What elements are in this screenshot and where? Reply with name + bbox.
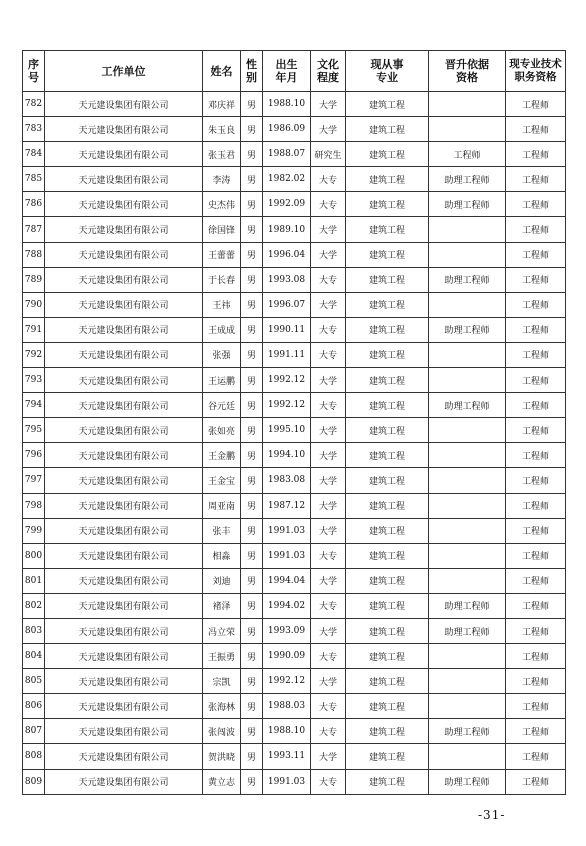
cell-seq: 808 (23, 744, 45, 769)
cell-birth: 1988.03 (263, 694, 311, 719)
table-row (23, 568, 566, 593)
cell-specialty: 建筑工程 (346, 393, 429, 418)
cell-gender: 男 (241, 543, 263, 568)
page-number: -31- (478, 808, 506, 822)
cell-basis (429, 543, 506, 568)
cell-gender: 男 (241, 192, 263, 217)
cell-seq: 782 (23, 92, 45, 117)
table-row (23, 518, 566, 543)
cell-seq: 789 (23, 267, 45, 292)
cell-specialty: 建筑工程 (346, 694, 429, 719)
cell-specialty: 建筑工程 (346, 468, 429, 493)
header-row (23, 51, 566, 92)
cell-unit: 天元建设集团有限公司 (45, 744, 203, 769)
cell-basis: 助理工程师 (429, 618, 506, 643)
table-row (23, 393, 566, 418)
cell-current: 工程师 (506, 618, 566, 643)
cell-seq: 800 (23, 543, 45, 568)
cell-unit: 天元建设集团有限公司 (45, 267, 203, 292)
cell-birth: 1992.12 (263, 393, 311, 418)
cell-birth: 1982.02 (263, 167, 311, 192)
cell-seq: 795 (23, 418, 45, 443)
cell-seq: 785 (23, 167, 45, 192)
cell-education: 大学 (311, 443, 346, 468)
cell-name: 宗凯 (203, 669, 241, 694)
cell-unit: 天元建设集团有限公司 (45, 769, 203, 794)
cell-unit: 天元建设集团有限公司 (45, 644, 203, 669)
cell-current: 工程师 (506, 418, 566, 443)
cell-education: 大学 (311, 418, 346, 443)
cell-unit: 天元建设集团有限公司 (45, 217, 203, 242)
cell-education: 大学 (311, 217, 346, 242)
table-row (23, 117, 566, 142)
cell-unit: 天元建设集团有限公司 (45, 242, 203, 267)
cell-basis (429, 92, 506, 117)
cell-gender: 男 (241, 418, 263, 443)
cell-seq: 792 (23, 342, 45, 367)
cell-birth: 1992.12 (263, 368, 311, 393)
cell-unit: 天元建设集团有限公司 (45, 117, 203, 142)
cell-seq: 787 (23, 217, 45, 242)
table-row (23, 694, 566, 719)
cell-gender: 男 (241, 518, 263, 543)
cell-basis (429, 493, 506, 518)
header-education: 文化程度 (311, 51, 346, 92)
cell-basis (429, 744, 506, 769)
table-row (23, 342, 566, 367)
cell-seq: 797 (23, 468, 45, 493)
cell-seq: 801 (23, 568, 45, 593)
cell-current: 工程师 (506, 242, 566, 267)
cell-birth: 1988.07 (263, 142, 311, 167)
cell-education: 大学 (311, 368, 346, 393)
cell-seq: 786 (23, 192, 45, 217)
cell-education: 大专 (311, 393, 346, 418)
table-row (23, 669, 566, 694)
cell-birth: 1994.02 (263, 593, 311, 618)
table-row (23, 267, 566, 292)
cell-education: 大专 (311, 593, 346, 618)
cell-birth: 1993.08 (263, 267, 311, 292)
table-row (23, 719, 566, 744)
cell-unit: 天元建设集团有限公司 (45, 543, 203, 568)
cell-education: 大专 (311, 543, 346, 568)
cell-specialty: 建筑工程 (346, 418, 429, 443)
cell-birth: 1993.09 (263, 618, 311, 643)
cell-specialty: 建筑工程 (346, 117, 429, 142)
cell-current: 工程师 (506, 342, 566, 367)
cell-gender: 男 (241, 443, 263, 468)
cell-gender: 男 (241, 92, 263, 117)
cell-gender: 男 (241, 242, 263, 267)
cell-current: 工程师 (506, 644, 566, 669)
cell-specialty: 建筑工程 (346, 618, 429, 643)
cell-specialty: 建筑工程 (346, 769, 429, 794)
cell-unit: 天元建设集团有限公司 (45, 694, 203, 719)
cell-name: 张闯波 (203, 719, 241, 744)
cell-current: 工程师 (506, 368, 566, 393)
cell-education: 大学 (311, 518, 346, 543)
cell-unit: 天元建设集团有限公司 (45, 292, 203, 317)
table-row (23, 593, 566, 618)
cell-specialty: 建筑工程 (346, 644, 429, 669)
cell-name: 朱玉良 (203, 117, 241, 142)
cell-basis: 助理工程师 (429, 593, 506, 618)
cell-unit: 天元建设集团有限公司 (45, 593, 203, 618)
cell-seq: 804 (23, 644, 45, 669)
cell-birth: 1988.10 (263, 719, 311, 744)
cell-unit: 天元建设集团有限公司 (45, 518, 203, 543)
cell-seq: 809 (23, 769, 45, 794)
cell-unit: 天元建设集团有限公司 (45, 393, 203, 418)
cell-current: 工程师 (506, 694, 566, 719)
cell-education: 大学 (311, 493, 346, 518)
cell-current: 工程师 (506, 267, 566, 292)
cell-unit: 天元建设集团有限公司 (45, 618, 203, 643)
cell-basis (429, 292, 506, 317)
cell-birth: 1996.04 (263, 242, 311, 267)
cell-education: 大专 (311, 192, 346, 217)
table-row (23, 192, 566, 217)
cell-basis: 助理工程师 (429, 719, 506, 744)
cell-current: 工程师 (506, 518, 566, 543)
table-row (23, 769, 566, 794)
cell-unit: 天元建设集团有限公司 (45, 92, 203, 117)
cell-education: 大专 (311, 267, 346, 292)
header-seq: 序号 (23, 51, 45, 92)
cell-birth: 1988.10 (263, 92, 311, 117)
table-row (23, 317, 566, 342)
cell-specialty: 建筑工程 (346, 217, 429, 242)
table-row (23, 493, 566, 518)
table-header (23, 51, 566, 92)
cell-education: 大学 (311, 669, 346, 694)
cell-basis (429, 518, 506, 543)
cell-gender: 男 (241, 769, 263, 794)
cell-name: 王成成 (203, 317, 241, 342)
cell-specialty: 建筑工程 (346, 368, 429, 393)
cell-education: 大学 (311, 618, 346, 643)
cell-seq: 793 (23, 368, 45, 393)
cell-unit: 天元建设集团有限公司 (45, 368, 203, 393)
cell-current: 工程师 (506, 543, 566, 568)
cell-unit: 天元建设集团有限公司 (45, 418, 203, 443)
cell-seq: 805 (23, 669, 45, 694)
cell-seq: 803 (23, 618, 45, 643)
cell-gender: 男 (241, 342, 263, 367)
table-row (23, 744, 566, 769)
cell-basis: 助理工程师 (429, 267, 506, 292)
cell-birth: 1983.08 (263, 468, 311, 493)
cell-seq: 784 (23, 142, 45, 167)
cell-current: 工程师 (506, 568, 566, 593)
cell-basis (429, 644, 506, 669)
cell-basis: 助理工程师 (429, 192, 506, 217)
table-row (23, 292, 566, 317)
table-row (23, 92, 566, 117)
table-row (23, 142, 566, 167)
cell-specialty: 建筑工程 (346, 292, 429, 317)
cell-unit: 天元建设集团有限公司 (45, 167, 203, 192)
cell-name: 相淼 (203, 543, 241, 568)
cell-gender: 男 (241, 644, 263, 669)
cell-current: 工程师 (506, 192, 566, 217)
cell-education: 大专 (311, 342, 346, 367)
header-basis: 晋升依据资格 (429, 51, 506, 92)
cell-birth: 1991.11 (263, 342, 311, 367)
cell-gender: 男 (241, 568, 263, 593)
cell-basis (429, 117, 506, 142)
cell-birth: 1991.03 (263, 543, 311, 568)
cell-gender: 男 (241, 142, 263, 167)
cell-unit: 天元建设集团有限公司 (45, 468, 203, 493)
cell-birth: 1996.07 (263, 292, 311, 317)
cell-basis (429, 217, 506, 242)
cell-basis: 助理工程师 (429, 167, 506, 192)
cell-specialty: 建筑工程 (346, 543, 429, 568)
cell-specialty: 建筑工程 (346, 242, 429, 267)
cell-specialty: 建筑工程 (346, 568, 429, 593)
cell-birth: 1994.10 (263, 443, 311, 468)
cell-specialty: 建筑工程 (346, 719, 429, 744)
cell-birth: 1986.09 (263, 117, 311, 142)
cell-basis: 助理工程师 (429, 769, 506, 794)
cell-current: 工程师 (506, 468, 566, 493)
cell-birth: 1990.11 (263, 317, 311, 342)
header-unit: 工作单位 (45, 51, 203, 92)
cell-name: 史杰伟 (203, 192, 241, 217)
cell-seq: 796 (23, 443, 45, 468)
table-body (23, 92, 566, 795)
cell-education: 大专 (311, 317, 346, 342)
cell-name: 张丰 (203, 518, 241, 543)
cell-gender: 男 (241, 317, 263, 342)
cell-current: 工程师 (506, 669, 566, 694)
cell-birth: 1994.04 (263, 568, 311, 593)
cell-seq: 799 (23, 518, 45, 543)
header-birth: 出生年月 (263, 51, 311, 92)
cell-gender: 男 (241, 694, 263, 719)
cell-current: 工程师 (506, 92, 566, 117)
cell-seq: 790 (23, 292, 45, 317)
cell-basis: 助理工程师 (429, 393, 506, 418)
cell-birth: 1987.12 (263, 493, 311, 518)
cell-name: 张海林 (203, 694, 241, 719)
cell-unit: 天元建设集团有限公司 (45, 142, 203, 167)
cell-specialty: 建筑工程 (346, 342, 429, 367)
cell-specialty: 建筑工程 (346, 317, 429, 342)
cell-gender: 男 (241, 217, 263, 242)
cell-education: 大专 (311, 167, 346, 192)
cell-seq: 807 (23, 719, 45, 744)
table-row (23, 368, 566, 393)
cell-basis: 工程师 (429, 142, 506, 167)
cell-education: 大学 (311, 92, 346, 117)
cell-education: 大专 (311, 644, 346, 669)
table-row (23, 468, 566, 493)
cell-name: 邓庆祥 (203, 92, 241, 117)
cell-gender: 男 (241, 744, 263, 769)
cell-gender: 男 (241, 368, 263, 393)
table-row (23, 217, 566, 242)
cell-unit: 天元建设集团有限公司 (45, 342, 203, 367)
table-row (23, 167, 566, 192)
cell-gender: 男 (241, 117, 263, 142)
cell-name: 王金宝 (203, 468, 241, 493)
cell-education: 大学 (311, 744, 346, 769)
cell-current: 工程师 (506, 744, 566, 769)
cell-gender: 男 (241, 593, 263, 618)
header-current: 现专业技术职务资格 (506, 51, 566, 92)
cell-current: 工程师 (506, 292, 566, 317)
cell-specialty: 建筑工程 (346, 593, 429, 618)
header-gender: 性别 (241, 51, 263, 92)
cell-name: 徐国锋 (203, 217, 241, 242)
cell-specialty: 建筑工程 (346, 167, 429, 192)
cell-specialty: 建筑工程 (346, 744, 429, 769)
cell-name: 李涛 (203, 167, 241, 192)
cell-gender: 男 (241, 618, 263, 643)
cell-name: 王金鹏 (203, 443, 241, 468)
cell-current: 工程师 (506, 493, 566, 518)
cell-name: 王蕾蕾 (203, 242, 241, 267)
cell-name: 王运鹏 (203, 368, 241, 393)
cell-current: 工程师 (506, 593, 566, 618)
cell-education: 大学 (311, 117, 346, 142)
cell-birth: 1991.03 (263, 769, 311, 794)
cell-education: 大专 (311, 694, 346, 719)
cell-basis (429, 342, 506, 367)
cell-seq: 794 (23, 393, 45, 418)
header-name: 姓名 (203, 51, 241, 92)
cell-education: 大专 (311, 719, 346, 744)
cell-unit: 天元建设集团有限公司 (45, 568, 203, 593)
cell-birth: 1993.11 (263, 744, 311, 769)
cell-gender: 男 (241, 493, 263, 518)
cell-current: 工程师 (506, 117, 566, 142)
cell-unit: 天元建设集团有限公司 (45, 669, 203, 694)
cell-gender: 男 (241, 719, 263, 744)
cell-seq: 798 (23, 493, 45, 518)
table-row (23, 644, 566, 669)
cell-specialty: 建筑工程 (346, 92, 429, 117)
cell-seq: 783 (23, 117, 45, 142)
header-specialty: 现从事专业 (346, 51, 429, 92)
cell-seq: 806 (23, 694, 45, 719)
table-row (23, 618, 566, 643)
cell-current: 工程师 (506, 217, 566, 242)
cell-birth: 1990.09 (263, 644, 311, 669)
cell-current: 工程师 (506, 719, 566, 744)
cell-specialty: 建筑工程 (346, 518, 429, 543)
cell-specialty: 建筑工程 (346, 192, 429, 217)
cell-specialty: 建筑工程 (346, 267, 429, 292)
cell-gender: 男 (241, 468, 263, 493)
cell-education: 大学 (311, 468, 346, 493)
cell-basis (429, 443, 506, 468)
cell-basis (429, 468, 506, 493)
table-row (23, 543, 566, 568)
cell-current: 工程师 (506, 443, 566, 468)
cell-current: 工程师 (506, 317, 566, 342)
cell-basis (429, 242, 506, 267)
table-row (23, 443, 566, 468)
cell-specialty: 建筑工程 (346, 443, 429, 468)
cell-current: 工程师 (506, 769, 566, 794)
cell-name: 于长春 (203, 267, 241, 292)
cell-education: 大学 (311, 242, 346, 267)
cell-basis: 助理工程师 (429, 317, 506, 342)
cell-education: 大学 (311, 292, 346, 317)
cell-seq: 788 (23, 242, 45, 267)
cell-current: 工程师 (506, 142, 566, 167)
cell-name: 王祎 (203, 292, 241, 317)
cell-basis (429, 568, 506, 593)
cell-current: 工程师 (506, 167, 566, 192)
cell-education: 大学 (311, 568, 346, 593)
cell-seq: 791 (23, 317, 45, 342)
cell-name: 褚泽 (203, 593, 241, 618)
cell-name: 周亚南 (203, 493, 241, 518)
cell-gender: 男 (241, 669, 263, 694)
cell-birth: 1995.10 (263, 418, 311, 443)
table-row (23, 242, 566, 267)
cell-birth: 1992.09 (263, 192, 311, 217)
cell-specialty: 建筑工程 (346, 669, 429, 694)
cell-name: 贺洪晓 (203, 744, 241, 769)
cell-gender: 男 (241, 393, 263, 418)
cell-unit: 天元建设集团有限公司 (45, 317, 203, 342)
cell-name: 王振勇 (203, 644, 241, 669)
cell-gender: 男 (241, 167, 263, 192)
cell-name: 张强 (203, 342, 241, 367)
cell-unit: 天元建设集团有限公司 (45, 719, 203, 744)
cell-name: 黄立志 (203, 769, 241, 794)
cell-seq: 802 (23, 593, 45, 618)
cell-unit: 天元建设集团有限公司 (45, 192, 203, 217)
cell-basis (429, 669, 506, 694)
cell-education: 大专 (311, 769, 346, 794)
cell-name: 张玉君 (203, 142, 241, 167)
cell-name: 张如亮 (203, 418, 241, 443)
cell-education: 研究生 (311, 142, 346, 167)
cell-basis (429, 368, 506, 393)
cell-name: 刘迪 (203, 568, 241, 593)
cell-unit: 天元建设集团有限公司 (45, 443, 203, 468)
cell-birth: 1992.12 (263, 669, 311, 694)
cell-birth: 1991.03 (263, 518, 311, 543)
cell-birth: 1989.10 (263, 217, 311, 242)
table-row (23, 418, 566, 443)
cell-gender: 男 (241, 267, 263, 292)
cell-basis (429, 418, 506, 443)
cell-basis (429, 694, 506, 719)
cell-name: 冯立荣 (203, 618, 241, 643)
cell-unit: 天元建设集团有限公司 (45, 493, 203, 518)
cell-specialty: 建筑工程 (346, 142, 429, 167)
cell-gender: 男 (241, 292, 263, 317)
roster-table (22, 50, 566, 795)
cell-name: 谷元廷 (203, 393, 241, 418)
cell-current: 工程师 (506, 393, 566, 418)
cell-specialty: 建筑工程 (346, 493, 429, 518)
